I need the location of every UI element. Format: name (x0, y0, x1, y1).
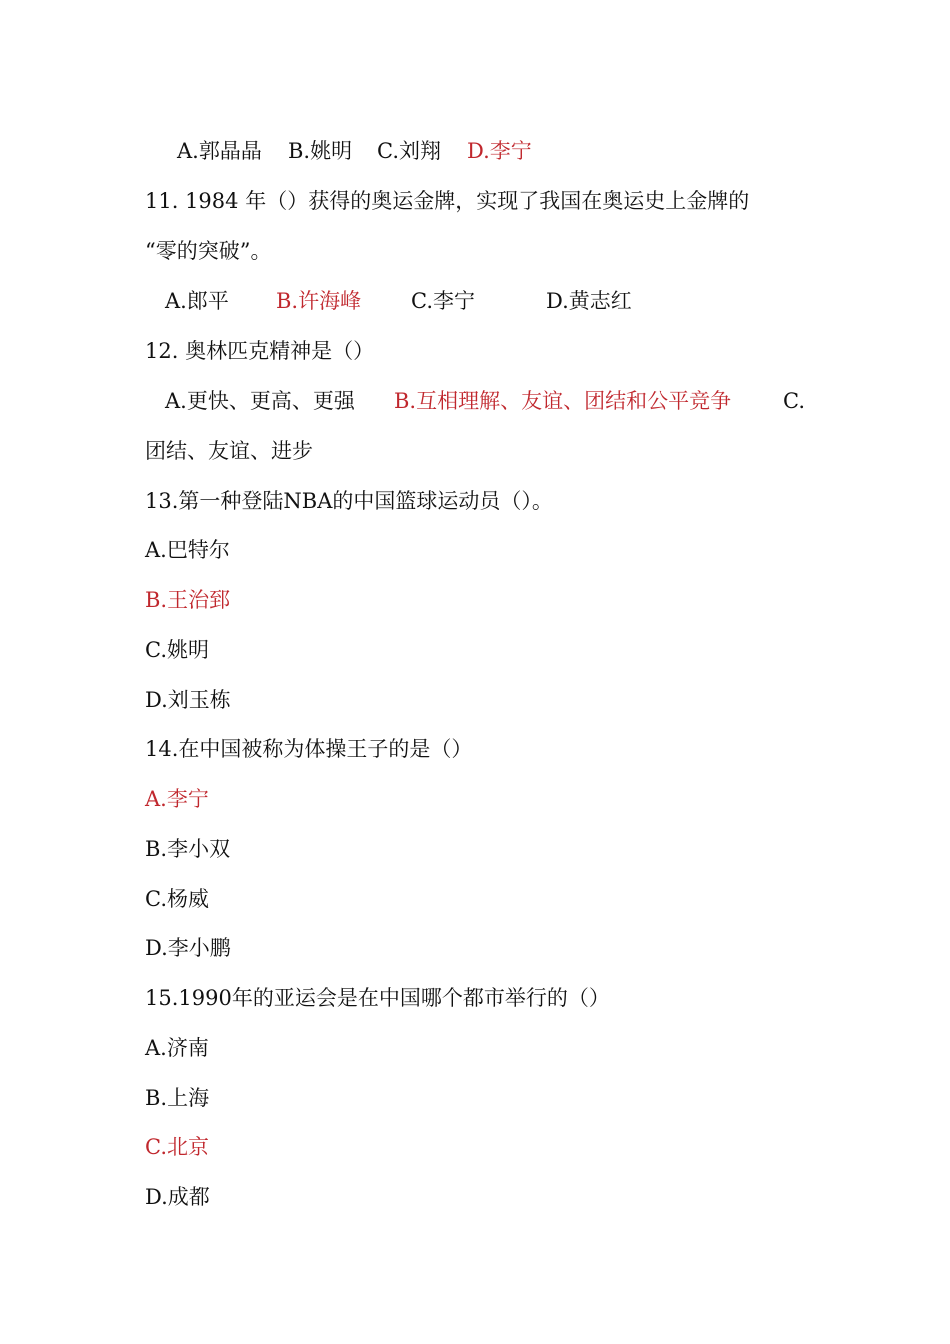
q10-option-d-answer: D.李宁 (467, 139, 532, 163)
q11-question-line1: 11. 1984 年（）获得的奥运金牌，实现了我国在奥运史上金牌的 (145, 189, 750, 213)
q12-option-c-text: 团结、友谊、进步 (145, 439, 313, 463)
q11-options (165, 286, 632, 316)
q11-option-a: A.郎平 (165, 289, 229, 313)
q14-question: 14.在中国被称为体操王子的是（） (145, 737, 473, 761)
q13-option-d: D.刘玉栋 (145, 688, 231, 712)
q15-option-c-answer: C.北京 (145, 1135, 209, 1159)
q15-question: 15.1990年的亚运会是在中国哪个都市举行的（） (145, 986, 610, 1010)
q15-option-b: B.上海 (145, 1086, 210, 1110)
q14-option-c: C.杨威 (145, 887, 209, 911)
q11-option-b-answer: B.许海峰 (276, 289, 362, 313)
q13-option-b-answer: B.王治郅 (145, 588, 231, 612)
q15-option-a: A.济南 (145, 1036, 209, 1060)
q13-option-a: A.巴特尔 (145, 538, 230, 562)
q10-option-c: C.刘翔 (377, 139, 441, 163)
q11-question-line2: “零的突破”。 (145, 239, 272, 263)
q12-question: 12. 奥林匹克精神是（） (145, 339, 375, 363)
q13-question: 13.第一种登陆NBA的中国篮球运动员（）。 (145, 489, 553, 513)
q12-option-b-answer: B.互相理解、友谊、团结和公平竞争 (394, 389, 732, 413)
q15-option-d: D.成都 (145, 1185, 210, 1209)
q14-option-a-answer: A.李宁 (145, 787, 209, 811)
q10-option-b: B.姚明 (288, 139, 353, 163)
q10-options (177, 136, 532, 166)
q10-option-a: A.郭晶晶 (177, 139, 262, 163)
q14-option-d: D.李小鹏 (145, 936, 231, 960)
q12-option-c-prefix: C. (783, 389, 805, 413)
q14-option-b: B.李小双 (145, 837, 231, 861)
q11-option-c: C.李宁 (411, 289, 475, 313)
q12-option-a: A.更快、更高、更强 (165, 389, 355, 413)
q12-options (165, 386, 805, 416)
q13-option-c: C.姚明 (145, 638, 209, 662)
q11-option-d: D.黄志红 (546, 289, 632, 313)
